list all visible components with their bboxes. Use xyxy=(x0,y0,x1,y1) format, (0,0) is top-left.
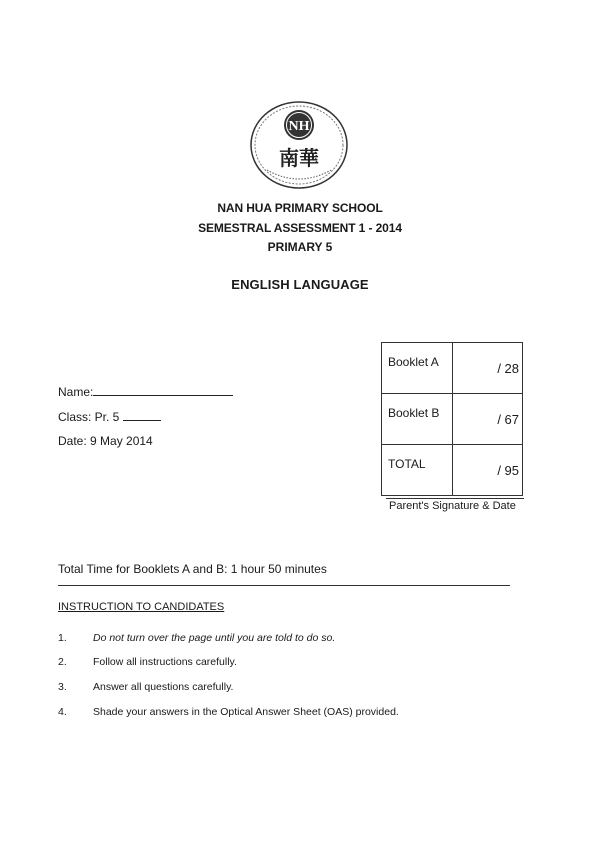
instruction-item xyxy=(58,681,233,693)
score-row-value[interactable]: / 28 xyxy=(453,343,523,394)
level-title: PRIMARY 5 xyxy=(267,240,333,254)
class-field[interactable] xyxy=(58,409,161,424)
instruction-text: Do not turn over the page until you are told to do so. xyxy=(93,632,336,644)
score-row-booklet-b xyxy=(382,394,523,445)
subject-title: ENGLISH LANGUAGE xyxy=(231,277,369,292)
date-label: Date: 9 May 2014 xyxy=(58,434,153,448)
instruction-text: Shade your answers in the Optical Answer Sheet (OAS) provided. xyxy=(93,706,399,718)
school-logo xyxy=(247,100,351,190)
instruction-number: 4. xyxy=(58,706,67,718)
score-row-booklet-a xyxy=(382,343,523,394)
score-row-value[interactable]: / 67 xyxy=(453,394,523,445)
instruction-text: Follow all instructions carefully. xyxy=(93,656,237,668)
class-blank[interactable] xyxy=(123,409,161,421)
logo-monogram: NH xyxy=(288,119,310,134)
class-label: Class: Pr. 5 xyxy=(58,410,120,424)
instruction-item xyxy=(58,656,237,668)
logo-chinese-name: 南華 xyxy=(279,146,319,170)
score-table xyxy=(381,342,523,496)
instruction-text: Answer all questions carefully. xyxy=(93,681,234,693)
assessment-title: SEMESTRAL ASSESSMENT 1 - 2014 xyxy=(198,221,402,235)
total-time: Total Time for Booklets A and B: 1 hour 50 minutes xyxy=(58,562,327,576)
score-row-label: Booklet A xyxy=(382,343,453,394)
score-row-value[interactable]: / 95 xyxy=(453,445,523,496)
signature-label: Parent's Signature & Date xyxy=(389,500,516,512)
divider xyxy=(58,585,510,586)
score-row-label: TOTAL xyxy=(382,445,453,496)
instruction-number: 1. xyxy=(58,632,67,644)
name-label: Name: xyxy=(58,385,94,399)
school-name: NAN HUA PRIMARY SCHOOL xyxy=(217,201,383,215)
name-blank[interactable] xyxy=(93,384,233,396)
instructions-heading: INSTRUCTION TO CANDIDATES xyxy=(58,601,225,613)
name-field[interactable] xyxy=(58,384,233,399)
instruction-number: 2. xyxy=(58,656,67,668)
instruction-item xyxy=(58,706,399,718)
instruction-item xyxy=(58,632,335,644)
signature-line[interactable] xyxy=(386,498,524,499)
instruction-number: 3. xyxy=(58,681,67,693)
date-field xyxy=(58,434,153,448)
score-row-total xyxy=(382,445,523,496)
score-row-label: Booklet B xyxy=(382,394,453,445)
